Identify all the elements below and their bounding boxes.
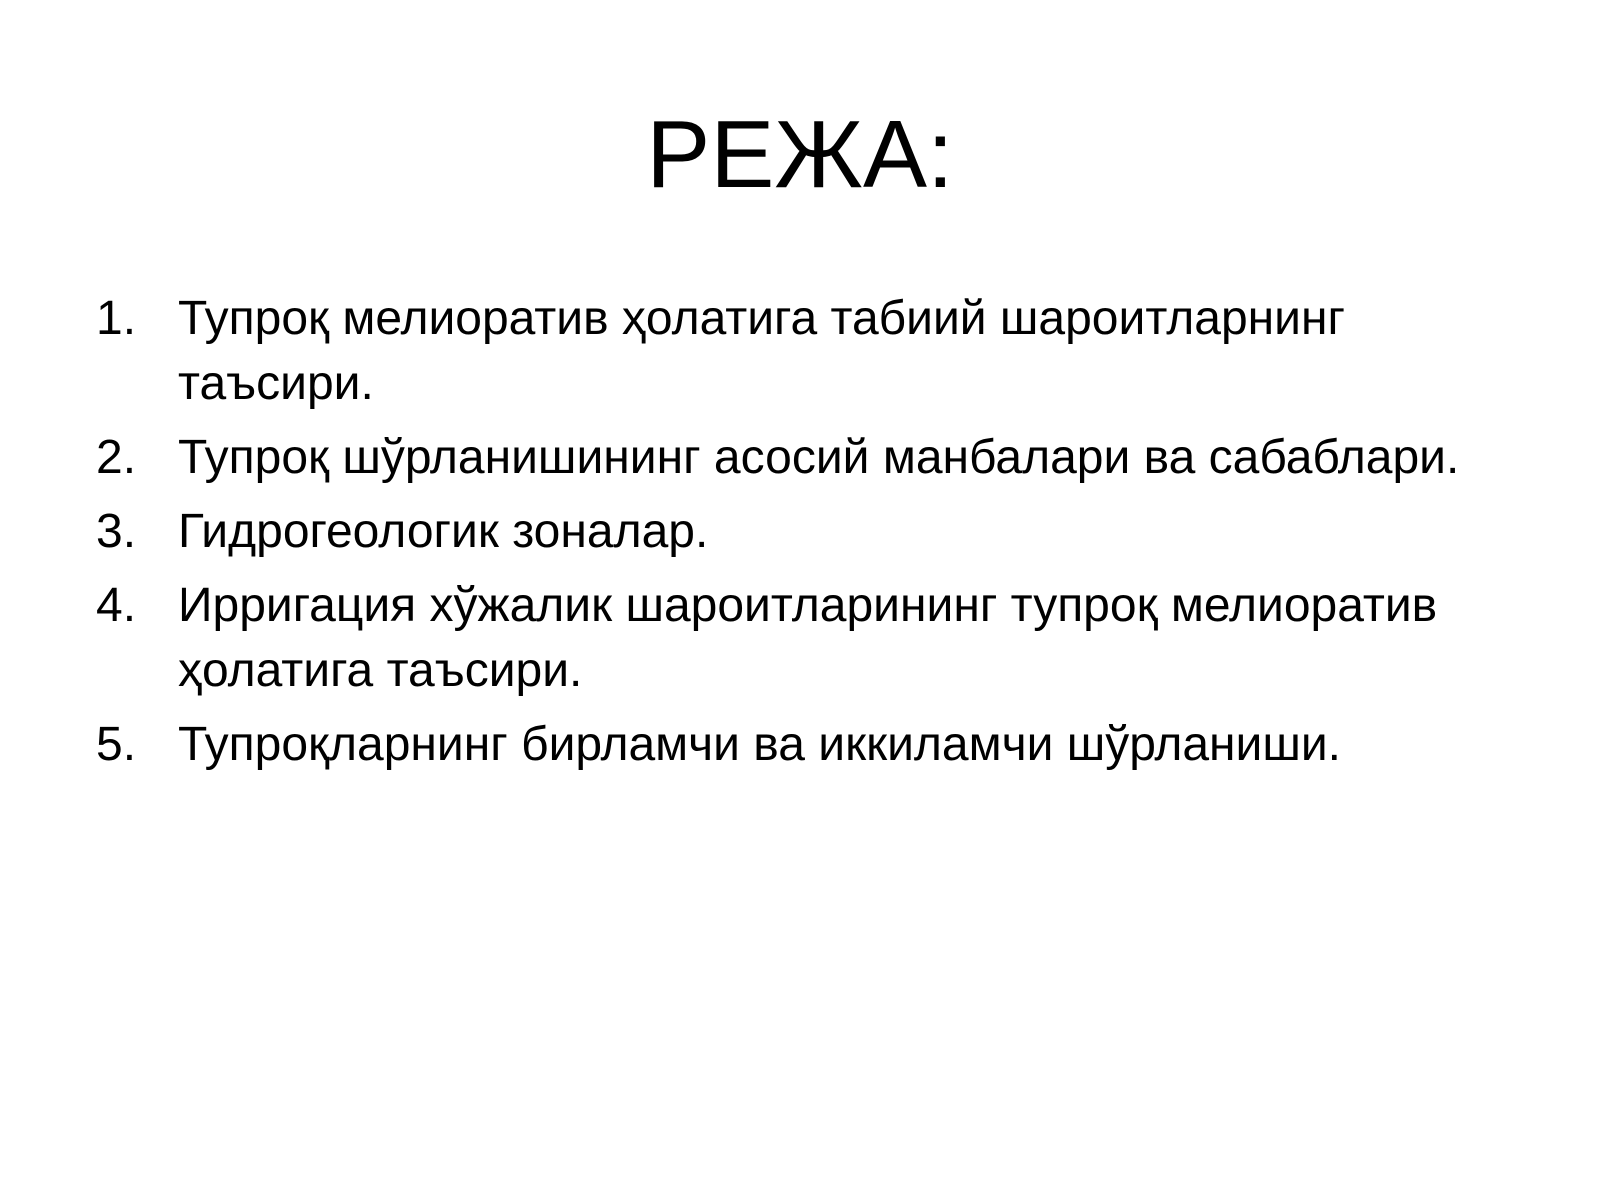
plan-list	[0, 286, 1600, 786]
list-item-text: Гидрогеологик зоналар.	[178, 505, 709, 558]
slide-title: РЕЖА:	[646, 101, 954, 208]
list-item-number: 1.	[96, 292, 137, 345]
list-item-text: Тупроқ мелиоратив ҳолатига табиий шароитларнинг таъсири.	[178, 292, 1345, 410]
list-item	[0, 712, 1600, 777]
list-item-number: 2.	[96, 431, 137, 484]
list-item	[0, 286, 1600, 416]
list-item-text: Тупроқ шўрланишининг асосий манбалари ва сабаблари.	[178, 431, 1460, 484]
list-item	[0, 573, 1600, 703]
list-item-text: Тупроқларнинг бирламчи ва иккиламчи шўрланиши.	[178, 718, 1342, 771]
list-item-number: 3.	[96, 505, 137, 558]
list-item	[0, 425, 1600, 490]
list-item-number: 4.	[96, 579, 137, 632]
list-item-text: Ирригация хўжалик шароитларининг тупроқ мелиоратив ҳолатига таъсири.	[178, 579, 1438, 697]
list-item	[0, 499, 1600, 564]
list-item-number: 5.	[96, 718, 137, 771]
